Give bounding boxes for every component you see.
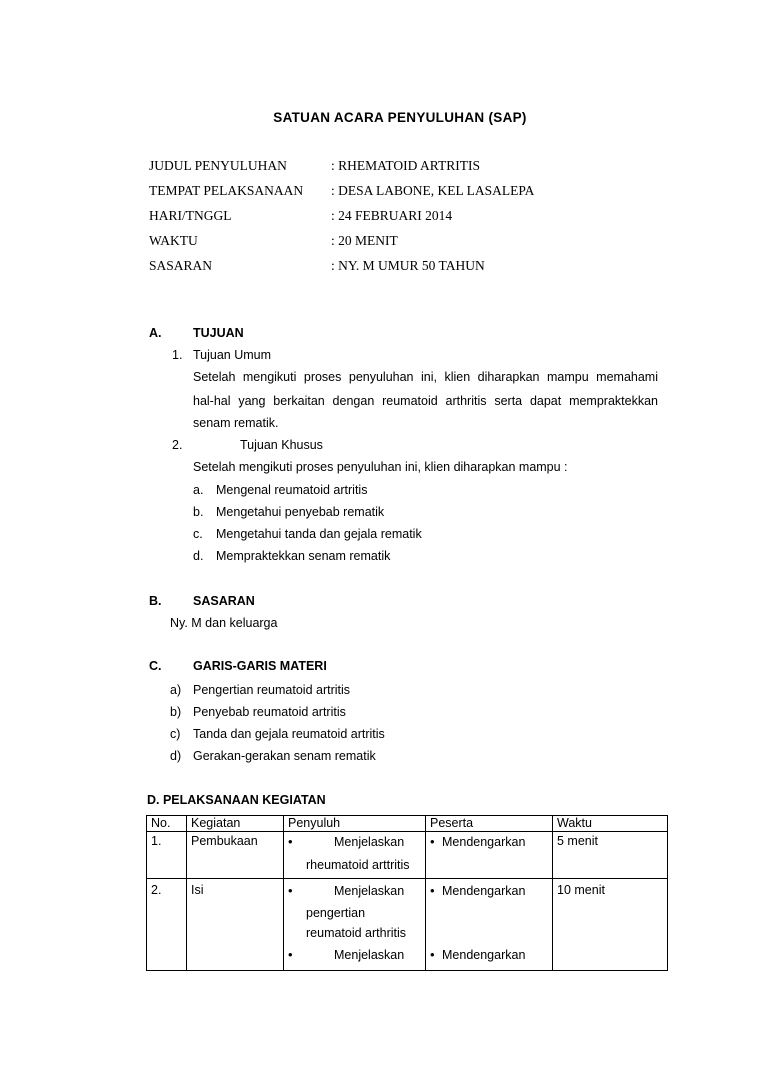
list-item: Pengertian reumatoid artritis: [193, 683, 351, 697]
list-item: Mengenal reumatoid artritis: [216, 483, 368, 497]
table-cell-no: 2.: [147, 879, 187, 971]
table-cell-no: 1.: [147, 832, 187, 879]
list-letter: d.: [193, 549, 204, 563]
cell-text: Mendengarkan: [442, 948, 526, 962]
info-value: : 20 MENIT: [331, 233, 398, 248]
list-letter: b.: [193, 505, 204, 519]
bullet-line: [430, 834, 548, 850]
table-cell-peserta: [426, 879, 553, 971]
table-cell-peserta: [426, 832, 553, 879]
section-letter: B.: [149, 594, 162, 608]
info-label: TEMPAT PELAKSANAAN: [149, 183, 304, 198]
list-item: Gerakan-gerakan senam rematik: [193, 749, 376, 763]
subheading: Tujuan Umum: [193, 348, 272, 362]
bullet-line: [288, 834, 421, 850]
info-label: WAKTU: [149, 233, 198, 248]
table-cell-waktu: 10 menit: [553, 879, 668, 971]
list-item: Penyebab reumatoid artritis: [193, 705, 346, 719]
paragraph-line: Setelah mengikuti proses penyuluhan ini, klien diharapkan mampu :: [193, 460, 568, 474]
list-letter: a.: [193, 483, 204, 497]
info-label: HARI/TNGGL: [149, 208, 232, 223]
table-cell-kegiatan: Isi: [187, 879, 284, 971]
bullet-icon: •: [288, 883, 293, 898]
section-letter: A.: [149, 326, 162, 340]
table-cell-kegiatan: Pembukaan: [187, 832, 284, 879]
info-value: : RHEMATOID ARTRITIS: [331, 158, 480, 173]
bullet-icon: •: [288, 947, 293, 962]
list-item: Mengetahui tanda dan gejala rematik: [216, 527, 422, 541]
cell-text: pengertian: [306, 906, 366, 920]
list-letter: c): [170, 727, 181, 741]
cell-text: Menjelaskan: [334, 835, 405, 849]
table-header: Penyuluh: [284, 816, 426, 832]
list-number: 2.: [172, 438, 183, 452]
table-cell-penyuluh: [284, 879, 426, 971]
kegiatan-table: [146, 815, 668, 971]
cell-text: Menjelaskan: [334, 948, 405, 962]
section-letter: C.: [149, 659, 162, 673]
info-value: : 24 FEBRUARI 2014: [331, 208, 453, 223]
section-heading: SASARAN: [193, 594, 255, 608]
bullet-icon: •: [430, 883, 435, 898]
section-heading: TUJUAN: [193, 326, 244, 340]
table-cell-waktu: 5 menit: [553, 832, 668, 879]
info-label: JUDUL PENYULUHAN: [149, 158, 287, 173]
bullet-line: [288, 883, 421, 899]
table-cell-penyuluh: [284, 832, 426, 879]
table-row: [147, 879, 668, 971]
bullet-line: [430, 947, 548, 963]
table-header: Waktu: [553, 816, 668, 832]
section-heading: GARIS-GARIS MATERI: [193, 659, 327, 673]
table-header: Kegiatan: [187, 816, 284, 832]
cell-text: Menjelaskan: [334, 884, 405, 898]
cell-text: Mendengarkan: [442, 835, 526, 849]
list-letter: b): [170, 705, 182, 719]
page-title: SATUAN ACARA PENYULUHAN (SAP): [273, 110, 527, 125]
table-row: [147, 832, 668, 879]
section-heading: D. PELAKSANAAN KEGIATAN: [147, 793, 326, 807]
table-header: No.: [147, 816, 187, 832]
info-value: : NY. M UMUR 50 TAHUN: [331, 258, 485, 273]
list-letter: c.: [193, 527, 203, 541]
list-item: Tanda dan gejala reumatoid artritis: [193, 727, 385, 741]
list-item: Mempraktekkan senam rematik: [216, 549, 391, 563]
table-header-row: [147, 816, 668, 832]
bullet-icon: •: [430, 947, 435, 962]
info-value: : DESA LABONE, KEL LASALEPA: [331, 183, 535, 198]
list-number: 1.: [172, 348, 183, 362]
bullet-icon: •: [430, 834, 435, 849]
paragraph-line: senam rematik.: [193, 416, 279, 430]
cell-text: rheumatoid arttritis: [306, 858, 410, 872]
cell-text: reumatoid arthritis: [306, 926, 407, 940]
paragraph-line: Ny. M dan keluarga: [170, 616, 278, 630]
bullet-icon: •: [288, 834, 293, 849]
paragraph-line: hal-hal yang berkaitan dengan reumatoid arthritis serta dapat mempraktekkan: [193, 394, 658, 408]
bullet-line: [430, 883, 548, 899]
subheading: Tujuan Khusus: [240, 438, 323, 452]
info-label: SASARAN: [149, 258, 213, 273]
list-letter: d): [170, 749, 182, 763]
bullet-line: [288, 947, 421, 963]
cell-text: Mendengarkan: [442, 884, 526, 898]
table-header: Peserta: [426, 816, 553, 832]
paragraph-line: Setelah mengikuti proses penyuluhan ini, klien diharapkan mampu memahami: [193, 370, 658, 384]
list-letter: a): [170, 683, 182, 697]
list-item: Mengetahui penyebab rematik: [216, 505, 385, 519]
